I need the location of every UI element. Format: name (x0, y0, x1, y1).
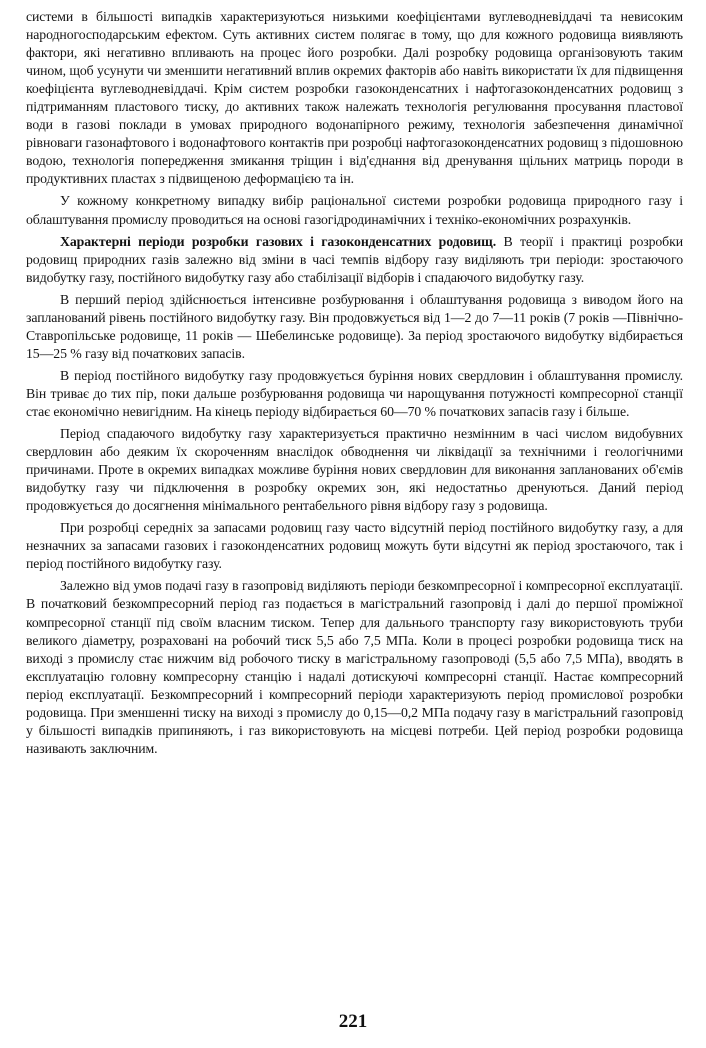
paragraph-text: Період спадаючого видобутку газу характеризується практично незмінним в часі числом видобувних свердловин або деяким їх скороченням внаслідок обводнення чи ліквідації за технічними і геологічними причинами. Проте в окремих випадках можливе буріння нових свердловин для виконання запланованих об'ємів видобутку газу чи підключення в розробку окремих зон, які недостатньо дренуються. Даний період продовжується до досягнення мінімального рентабельного рівня відбору газу з родовища. (26, 426, 683, 514)
paragraph-section-heading (26, 233, 683, 287)
paragraph-text: В період постійного видобутку газу продовжується буріння нових свердловин і облаштування промислу. Він триває до тих пір, поки дальше розбурювання родовища чи нарощування потужності компресорної станції стає економічно невигідним. На кінець періоду відбирається 60—70 % початкових запасів газу і більше. (26, 367, 683, 419)
paragraph (26, 367, 683, 421)
paragraph-text: При розробці середніх за запасами родовищ газу часто відсутній період постійного видобутку газу, а для незначних за запасами газових і газоконденсатних родовищ можуть бути відсутні як період зростаючого, так і період постійного видобутку газу. (26, 520, 683, 572)
paragraph (26, 192, 683, 228)
paragraph (26, 577, 683, 757)
paragraph-text: системи в більшості випадків характеризуються низькими коефіцієнтами вуглеводневіддачі та невисоким народногосподарським ефектом. Суть активних систем полягає в тому, що для кожного родовища виявляють фактори, які негативно впливають на процес його розробки. Далі розробку родовища організовують таким чином, щоб усунути чи зменшити негативний вплив окремих факторів або навіть використати їх для підвищення коефіцієнта вуглеводневіддачі. Крім систем розробки газоконденсатних і нафтогазоконденсатних родовищ з підтриманням пластового тиску, до активних також належать технологія регулювання просування пластової води в газові поклади в умовах природного водонапірного режиму, технологія забезпечення динамічної рівноваги газонафтового і водонафтового контактів при розробці нафтогазоконденсатних родовищ з підошовною водою, технологія попередження змикання тріщин і від'єднання від дренування щільних матриць породи в продуктивних пластах з підвищеною деформацією та ін. (26, 9, 683, 187)
page-number: 221 (338, 1011, 368, 1032)
paragraph-continuation (26, 8, 683, 188)
paragraph-text: Залежно від умов подачі газу в газопровід виділяють періоди безкомпресорної і компресорної експлуатації. В початковий безкомпресорний період газ подається в магістральний газопровід і далі до першої проміжної компресорної станції під своїм власним тиском. Тепер для дальнього транспорту газу використовують труби великого діаметру, розраховані на робочий тиск 5,5 або 7,5 МПа. Коли в процесі розробки родовища тиск на виході з промислу стає нижчим від робочого тиску в магістральному газопроводі (5,5 або 7,5 МПа), вводять в експлуатацію головну компресорну станцію і надалі дотискуючі компресорні станції. Настає компресорний період експлуатації. Безкомпресорний і компресорний періоди характеризують період промислової розробки родовища. При зменшенні тиску на виході з промислу до 0,15—0,2 МПа подачу газу в магістральний газопровід у більшості випадків припиняють, і газ використовують на місцеві потреби. Цей період розробки родовища називають заключним. (26, 578, 683, 756)
paragraph-text: У кожному конкретному випадку вибір раціональної системи розробки родовища природного газу і облаштування промислу проводиться на основі газогідродинамічних і техніко-економічних розрахунків. (26, 193, 683, 227)
paragraph-text: В перший період здійснюється інтенсивне розбурювання і облаштування родовища з виводом його на запланований рівень постійного видобутку газу. Він продовжується від 1—2 до 7—11 років (7 років —Північно-Ставропільське родовище, 11 років — Шебелинське родовище). За період зростаючого видобутку відбирається 15—25 % газу від початкових запасів. (26, 291, 683, 361)
paragraph (26, 425, 683, 515)
section-lead-heading: Характерні періоди розробки газових і газоконденсатних родовищ. (60, 233, 497, 249)
paragraph (26, 291, 683, 363)
page-body (26, 8, 683, 1038)
paragraph-text: В теорії і практиці розробки родовищ природних газів залежно від зміни в часі темпів відбору газу виділяють три періоди: зростаючого видобутку газу, постійного видобутку газу або стабілізації відборів і спадаючого видобутку газу. (26, 233, 683, 285)
paragraph (26, 519, 683, 573)
